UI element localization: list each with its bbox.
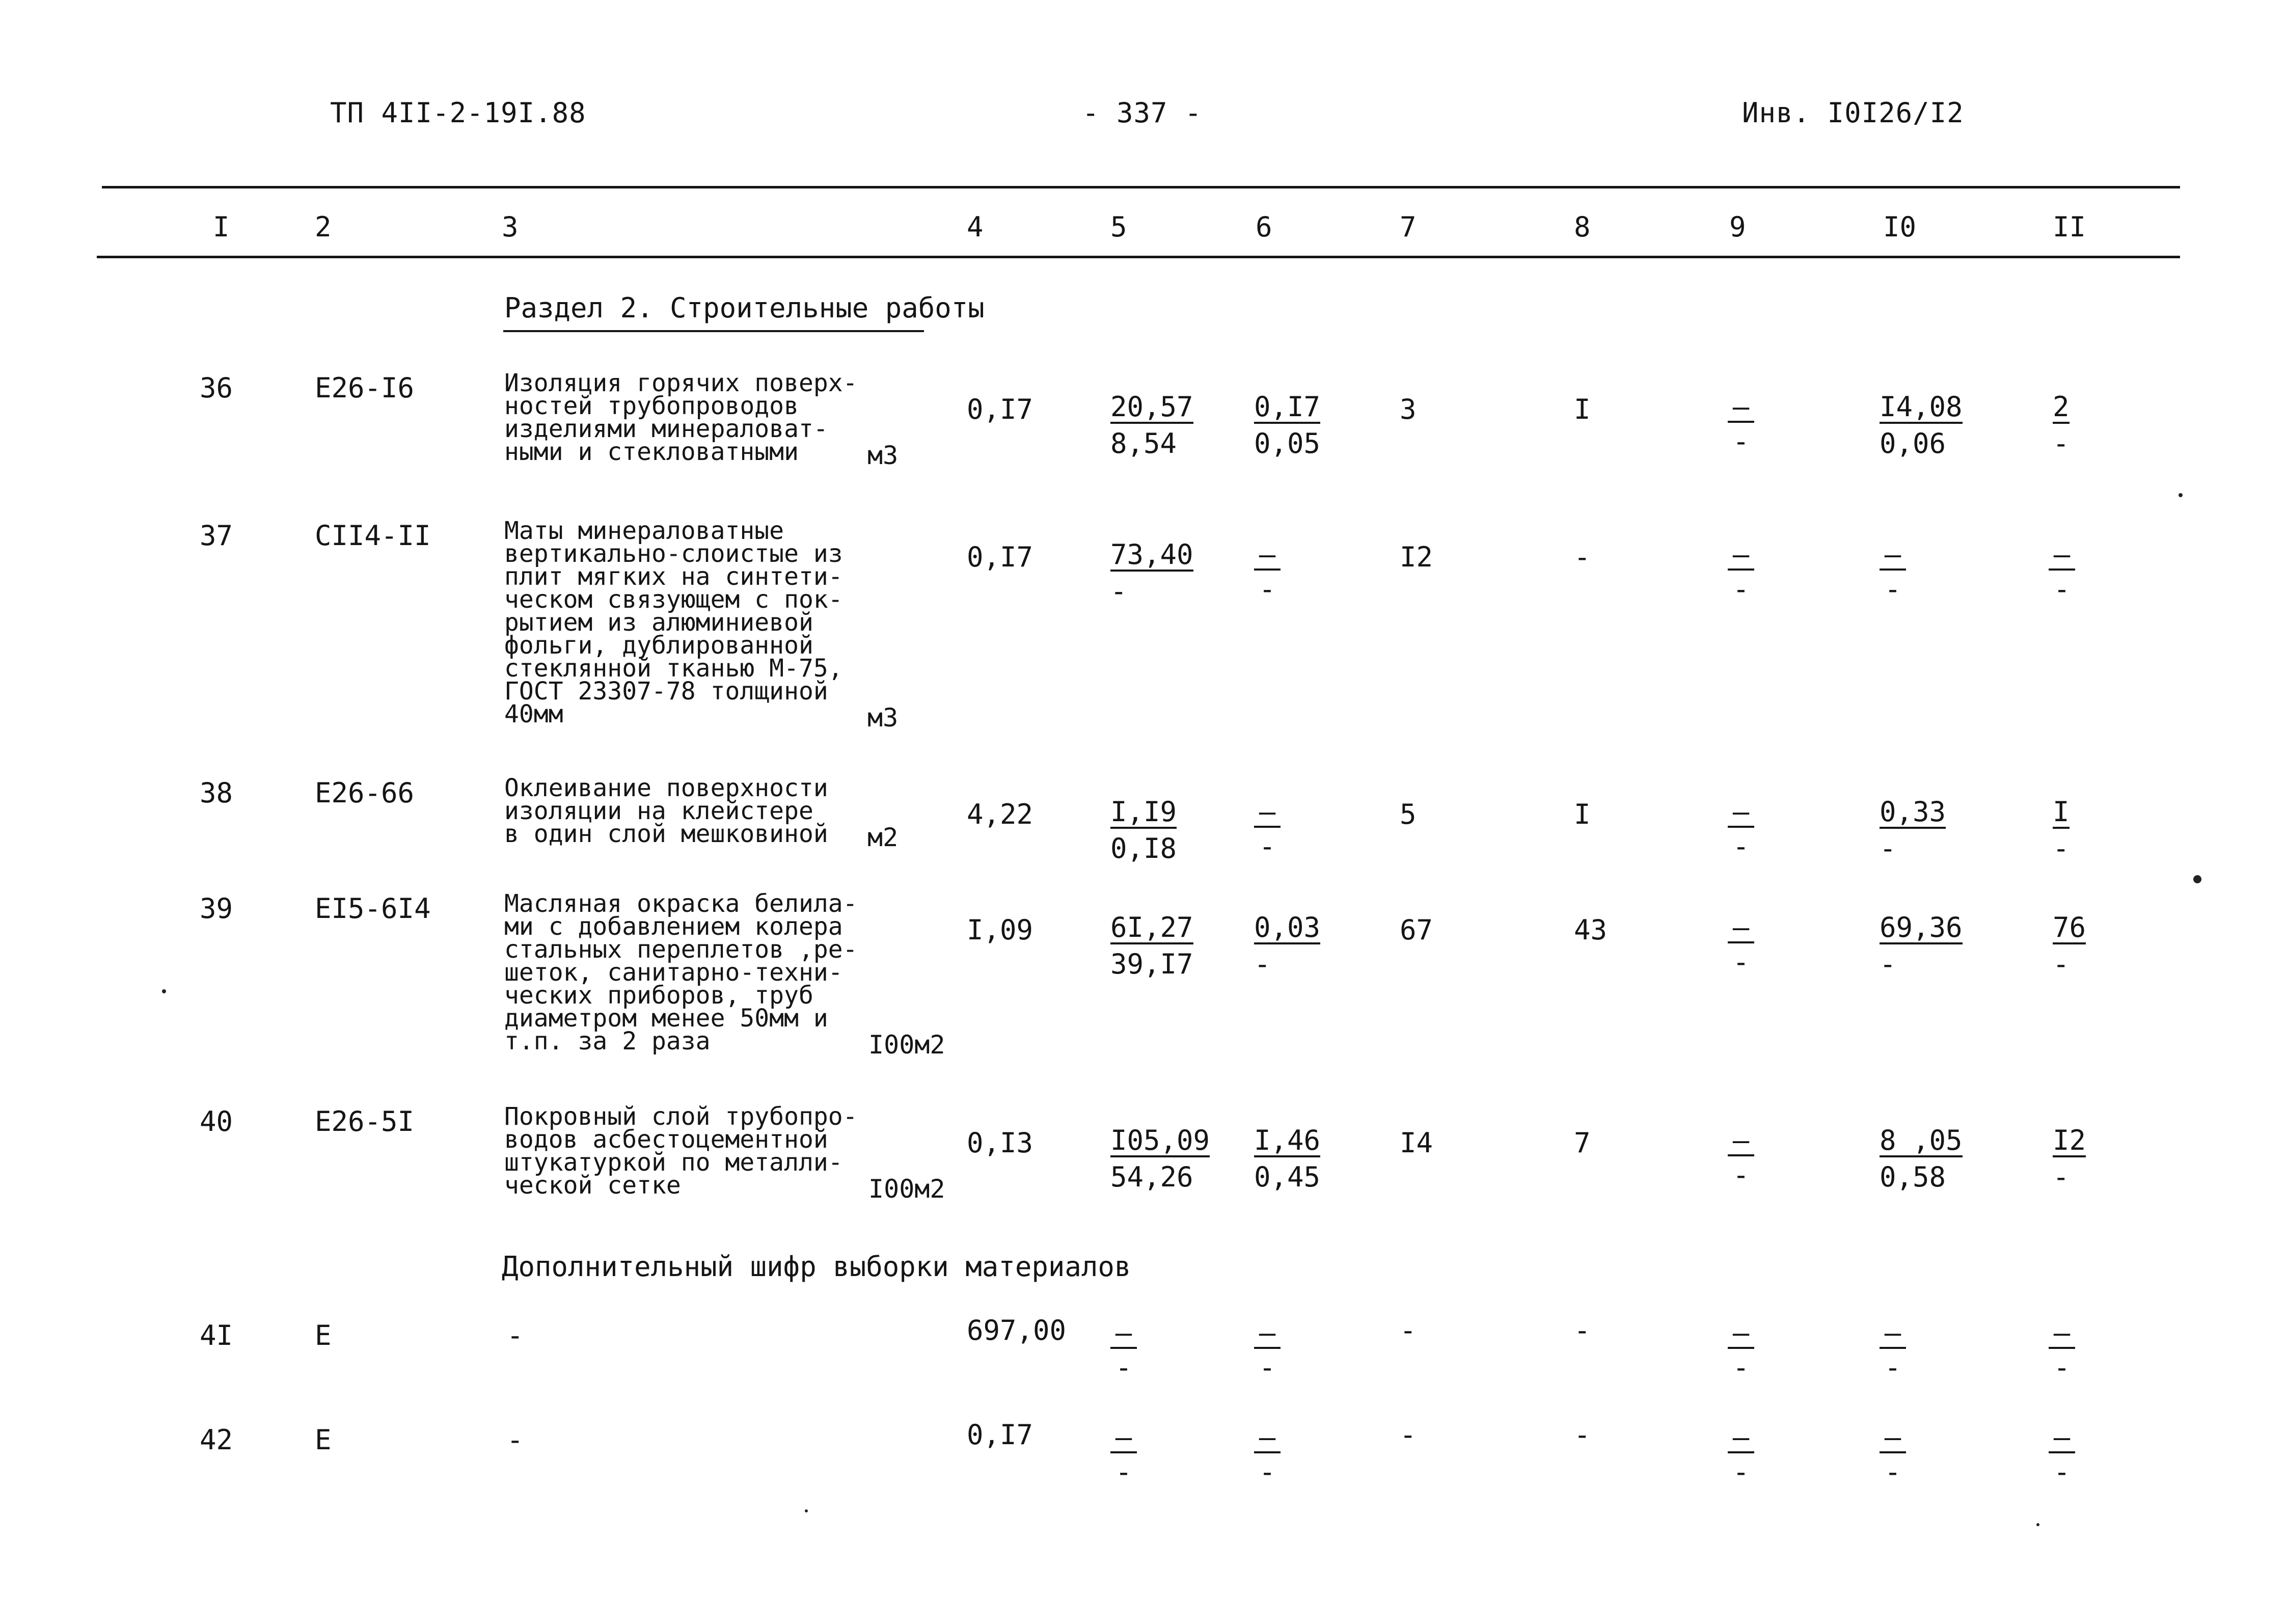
description-line: Маты минераловатные	[504, 517, 784, 545]
cost-machines	[1254, 1319, 1281, 1382]
cost-machines-denominator: -	[1254, 948, 1271, 980]
unit: м2	[867, 823, 899, 852]
description-line: плит мягких на синтети-	[504, 562, 843, 591]
section-title: Раздел 2. Строительные работы	[504, 292, 985, 324]
col10-value-top: –	[1880, 541, 1906, 571]
norm-code: E	[315, 1424, 332, 1456]
description-line: Масляная окраска белила-	[504, 889, 858, 918]
material-count: I	[1574, 393, 1591, 425]
row-number: 39	[200, 892, 233, 925]
col11-value-numerator: 76	[2053, 911, 2086, 943]
column-header-5: 5	[1110, 211, 1127, 243]
material-count: -	[1574, 1419, 1591, 1451]
cost-direct-numerator: 20,57	[1110, 391, 1193, 423]
col10-value	[1880, 1319, 1906, 1382]
row-number: 4I	[200, 1319, 233, 1351]
col10-value-denominator: -	[1880, 832, 1896, 864]
col9-value-top: –	[1728, 1319, 1754, 1349]
cost-direct-numerator: I05,09	[1110, 1124, 1210, 1156]
quantity: 0,I3	[967, 1127, 1033, 1159]
description-line: ческом связующем с пок-	[504, 585, 843, 614]
col11-value	[2053, 798, 2070, 862]
description-line: Покровный слой трубопро-	[504, 1102, 858, 1131]
description-line: Изоляция горячих поверх-	[504, 369, 858, 397]
col10-value-bottom: -	[1884, 1351, 1901, 1384]
col9-value-bottom: -	[1732, 1351, 1750, 1384]
col9-value	[1728, 1124, 1754, 1191]
col11-value-denominator: -	[2053, 832, 2070, 864]
col11-value-denominator: -	[2053, 1161, 2070, 1193]
col11-value-numerator: I	[2053, 796, 2070, 828]
col9-value	[1728, 1319, 1754, 1382]
cost-direct-bottom: -	[1115, 1456, 1132, 1488]
material-count: 43	[1574, 914, 1608, 946]
col11-value-top: –	[2049, 1319, 2075, 1349]
col10-value-numerator: 8 ,05	[1880, 1124, 1963, 1156]
col10-value-numerator: I4,08	[1880, 391, 1963, 423]
cost-direct-bottom: -	[1115, 1351, 1132, 1384]
norm-code: E	[315, 1319, 332, 1351]
col9-value	[1728, 538, 1754, 605]
cost-machines-numerator: I,46	[1254, 1124, 1321, 1156]
cost-direct-denominator: 54,26	[1110, 1161, 1193, 1193]
description-line: ными и стекловатными	[504, 438, 799, 466]
column-header-2: 2	[315, 211, 332, 243]
cost-machines-numerator: 0,03	[1254, 911, 1321, 943]
column-header-11: II	[2053, 211, 2086, 243]
description-line: Оклеивание поверхности	[504, 774, 828, 802]
labor-cost: 5	[1400, 798, 1417, 830]
column-header-6: 6	[1256, 211, 1272, 243]
col9-value	[1728, 393, 1754, 455]
column-header-3: 3	[502, 211, 519, 243]
unit: м3	[867, 703, 899, 733]
col10-value-denominator: 0,58	[1880, 1161, 1946, 1193]
col9-value	[1728, 798, 1754, 860]
col9-value	[1728, 911, 1754, 978]
material-count: -	[1574, 1314, 1591, 1346]
col10-value	[1880, 911, 1963, 980]
cost-machines-bottom: -	[1259, 1351, 1276, 1384]
cost-machines-bottom: -	[1259, 1456, 1276, 1488]
cost-machines	[1254, 393, 1320, 457]
cost-machines-top: –	[1254, 1424, 1281, 1453]
quantity: 0,I7	[967, 393, 1033, 425]
cost-direct	[1110, 1319, 1137, 1382]
col11-value-bottom: -	[2053, 1456, 2071, 1488]
col11-value	[2049, 538, 2075, 605]
cost-direct-top: –	[1110, 1424, 1137, 1453]
cost-machines-denominator: 0,05	[1254, 427, 1321, 459]
col9-value-top: –	[1728, 541, 1754, 571]
column-header-8: 8	[1574, 211, 1591, 243]
column-header-9: 9	[1729, 211, 1746, 243]
cost-direct-numerator: 73,40	[1110, 538, 1193, 571]
cost-direct	[1110, 1421, 1137, 1488]
col10-value-numerator: 0,33	[1880, 796, 1946, 828]
description-line: в один слой мешковиной	[504, 820, 828, 848]
row-number: 40	[200, 1105, 233, 1138]
cost-direct	[1110, 393, 1193, 457]
col10-value-bottom: -	[1884, 573, 1901, 605]
labor-cost: I4	[1400, 1127, 1433, 1159]
unit: I00м2	[868, 1030, 945, 1060]
col11-value-denominator: -	[2053, 427, 2070, 459]
quantity: I,09	[967, 914, 1033, 946]
description-line: 40мм	[504, 700, 563, 728]
material-count: I	[1574, 798, 1591, 830]
cost-machines	[1254, 1124, 1321, 1193]
column-header-4: 4	[967, 211, 984, 243]
description-line: ми с добавлением колера	[504, 912, 843, 941]
col10-value-top: –	[1880, 1319, 1906, 1349]
col11-value	[2053, 1124, 2086, 1193]
document-code: ТП 4II-2-19I.88	[330, 97, 586, 129]
description-line: стеклянной тканью М-75,	[504, 654, 843, 683]
scan-speck	[2193, 875, 2201, 883]
description-line: стальных переплетов ,ре-	[504, 935, 858, 964]
col11-value-bottom: -	[2053, 573, 2071, 605]
col11-value-numerator: 2	[2053, 391, 2070, 423]
cost-direct-top: –	[1110, 1319, 1137, 1349]
description-line: ностей трубопроводов	[504, 392, 799, 420]
col11-value	[2053, 911, 2086, 980]
description-line: т.п. за 2 раза	[504, 1027, 711, 1055]
col10-value-denominator: 0,06	[1880, 427, 1946, 459]
description-line: ческих приборов, труб	[504, 981, 813, 1010]
cost-machines	[1254, 911, 1321, 980]
cost-direct	[1110, 798, 1177, 862]
extra-section-title: Дополнительный шифр выборки материалов	[502, 1251, 1131, 1283]
cost-machines-numerator: 0,I7	[1254, 391, 1321, 423]
col10-value-bottom: -	[1884, 1456, 1901, 1488]
norm-code: E26-5I	[315, 1105, 415, 1138]
unit: I00м2	[868, 1174, 945, 1204]
col11-value-denominator: -	[2053, 948, 2070, 980]
col9-value-bottom: -	[1732, 573, 1750, 605]
material-count: -	[1574, 541, 1591, 573]
cost-direct-numerator: I,I9	[1110, 796, 1177, 828]
col11-value	[2049, 1421, 2075, 1488]
col9-value-top: –	[1728, 1127, 1754, 1156]
column-header-1: I	[213, 211, 230, 243]
col11-value-numerator: I2	[2053, 1124, 2086, 1156]
col9-value-bottom: -	[1732, 1159, 1750, 1191]
table-top-rule	[102, 186, 2180, 188]
row-number: 38	[200, 777, 233, 809]
description: -	[507, 1424, 524, 1456]
cost-machines-top: –	[1254, 1319, 1281, 1349]
cost-direct-denominator: 0,I8	[1110, 832, 1177, 864]
labor-cost: I2	[1400, 541, 1433, 573]
description-line: ческой сетке	[504, 1171, 681, 1200]
col10-value-top: –	[1880, 1424, 1906, 1453]
description-line: изделиями минераловат-	[504, 415, 828, 443]
labor-cost: -	[1400, 1419, 1417, 1451]
col11-value	[2049, 1319, 2075, 1382]
scan-speck	[805, 1509, 808, 1512]
unit: м3	[867, 441, 899, 470]
cost-direct-numerator: 6I,27	[1110, 911, 1193, 943]
col10-value	[1880, 1124, 1963, 1193]
description-line: диаметром менее 50мм и	[504, 1004, 828, 1033]
quantity: 0,I7	[967, 541, 1033, 573]
norm-code: E26-66	[315, 777, 415, 809]
cost-machines	[1254, 798, 1281, 860]
cost-direct-denominator: 39,I7	[1110, 948, 1193, 980]
scan-speck	[2036, 1523, 2039, 1526]
scan-speck	[162, 989, 166, 993]
col9-value-bottom: -	[1732, 1456, 1750, 1488]
row-number: 36	[200, 372, 233, 404]
description: -	[507, 1319, 524, 1351]
cost-machines	[1254, 1421, 1281, 1488]
description-line: изоляции на клейстере	[504, 797, 813, 825]
cost-direct-denominator: 8,54	[1110, 427, 1177, 459]
description-line: водов асбестоцементной	[504, 1125, 828, 1154]
col9-value-top: –	[1728, 914, 1754, 943]
inventory-number: Инв. I0I26/I2	[1742, 97, 1964, 129]
column-header-7: 7	[1400, 211, 1417, 243]
col11-value-top: –	[2049, 1424, 2075, 1453]
col9-value-top: –	[1728, 393, 1754, 423]
cost-machines-bottom: -	[1259, 573, 1276, 605]
description-line: ГОСТ 23307-78 толщиной	[504, 677, 828, 706]
description-line: фольги, дублированной	[504, 631, 813, 660]
col10-value-denominator: -	[1880, 948, 1896, 980]
labor-cost: -	[1400, 1314, 1417, 1346]
cost-direct	[1110, 911, 1193, 980]
cost-machines-top: –	[1254, 798, 1281, 828]
cost-machines-top: –	[1254, 541, 1281, 571]
col10-value	[1880, 538, 1906, 605]
cost-direct	[1110, 1124, 1210, 1193]
column-header-10: I0	[1883, 211, 1917, 243]
col10-value	[1880, 393, 1963, 457]
page-number: - 337 -	[1082, 97, 1202, 129]
col11-value	[2053, 393, 2070, 457]
labor-cost: 67	[1400, 914, 1433, 946]
description-line: рытием из алюминиевой	[504, 608, 813, 637]
norm-code: E26-I6	[315, 372, 415, 404]
col11-value-top: –	[2049, 541, 2075, 571]
row-number: 37	[200, 520, 233, 552]
table-header-rule	[97, 256, 2180, 258]
row-number: 42	[200, 1424, 233, 1456]
labor-cost: 3	[1400, 393, 1417, 425]
col11-value-bottom: -	[2053, 1351, 2071, 1384]
quantity: 697,00	[967, 1314, 1067, 1346]
col10-value-numerator: 69,36	[1880, 911, 1963, 943]
description-line: шеток, санитарно-техни-	[504, 958, 843, 987]
col10-value	[1880, 1421, 1906, 1488]
section-title-underline	[503, 330, 924, 332]
quantity: 4,22	[967, 798, 1033, 830]
description-line: вертикально-слоистые из	[504, 539, 843, 568]
norm-code: CII4-II	[315, 520, 431, 552]
col9-value-top: –	[1728, 798, 1754, 828]
col9-value-top: –	[1728, 1424, 1754, 1453]
scan-speck	[2179, 493, 2183, 497]
quantity: 0,I7	[967, 1419, 1033, 1451]
cost-machines	[1254, 538, 1281, 605]
col9-value-bottom: -	[1732, 425, 1750, 457]
col9-value-bottom: -	[1732, 830, 1750, 862]
cost-direct	[1110, 538, 1193, 607]
col9-value-bottom: -	[1732, 946, 1750, 978]
description-line: штукатуркой по металли-	[504, 1148, 843, 1177]
cost-direct-denominator: -	[1110, 575, 1127, 607]
cost-machines-denominator: 0,45	[1254, 1161, 1321, 1193]
norm-code: EI5-6I4	[315, 892, 431, 925]
col9-value	[1728, 1421, 1754, 1488]
cost-machines-bottom: -	[1259, 830, 1276, 862]
col10-value	[1880, 798, 1946, 862]
material-count: 7	[1574, 1127, 1591, 1159]
